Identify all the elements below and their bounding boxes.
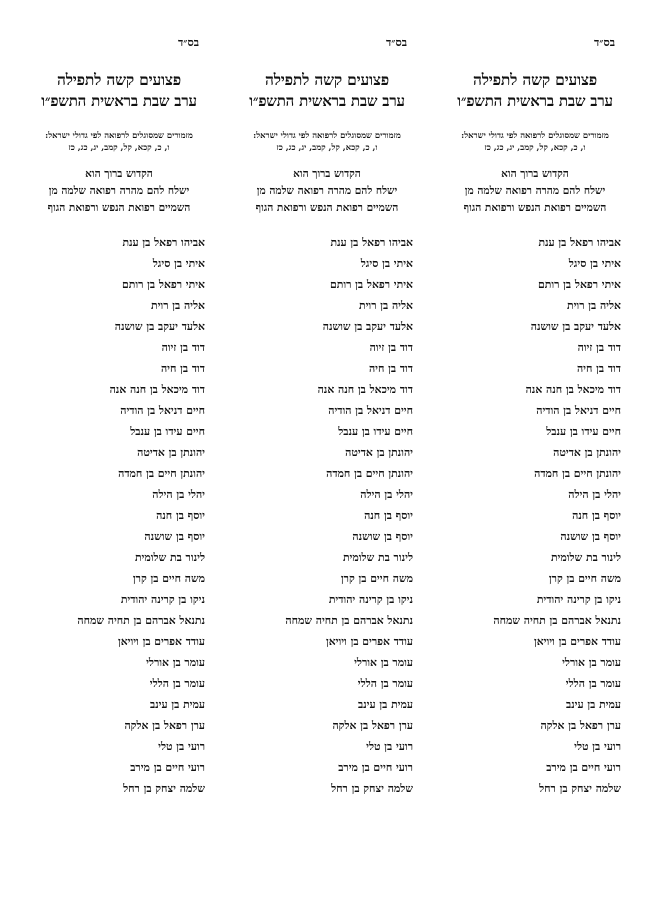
bsd-mark: בס״ד [593, 36, 615, 49]
list-item: עומר בן אורלי [562, 656, 621, 669]
list-item: ניקו בן קרינה יהודית [536, 593, 621, 606]
list-item: לינור בת שלומית [342, 551, 413, 564]
names-list [29, 232, 209, 799]
list-item: יוסף בן שושנה [144, 530, 205, 543]
psalms-list: ו, כ, קכא, קל, קמב, יג, כג, כז [68, 142, 170, 152]
list-item: יהונתן חיים בן חמדה [326, 467, 413, 480]
list-item: יהלי בן הילה [568, 488, 621, 501]
list-item: רועי חיים בן מירב [130, 761, 205, 774]
bsd-mark: בס״ד [385, 36, 407, 49]
list-item: נתנאל אברהם בן תחיה שמחה [493, 614, 621, 627]
list-item: עומר בן הללי [149, 677, 205, 690]
list-item: יוסף בן שושנה [560, 530, 621, 543]
psalms-intro: מזמורים שמסוגלים לרפואה לפי גדולי ישראל: [253, 130, 401, 140]
list-item: עודד אפרים בן ויויאן [325, 635, 413, 648]
page-title: פצועים קשה לתפילה [57, 70, 181, 89]
blessing-line-1: הקדוש ברוך הוא [501, 168, 569, 180]
blessing-line-1: הקדוש ברוך הוא [85, 168, 153, 180]
list-item: לינור בת שלומית [134, 551, 205, 564]
list-item: אליה בן רוית [359, 299, 413, 312]
list-item: חיים דניאל בן הודיה [328, 404, 413, 417]
blessing-line-1: הקדוש ברוך הוא [293, 168, 361, 180]
blessing-line-3: השמיים רפואת הנפש ורפואת הגוף [255, 202, 399, 214]
psalms-intro: מזמורים שמסוגלים לרפואה לפי גדולי ישראל: [461, 130, 609, 140]
page-title: פצועים קשה לתפילה [265, 70, 389, 89]
list-item: חיים דניאל בן הודיה [120, 404, 205, 417]
list-item: רועי בן טלי [158, 740, 205, 753]
list-item: עומר בן הללי [565, 677, 621, 690]
list-item: אליה בן רוית [567, 299, 621, 312]
bsd-mark: בס״ד [177, 36, 199, 49]
list-item: שלמה יצחק בן רחל [539, 782, 621, 795]
list-item: אביהו רפאל בן ענת [330, 236, 413, 249]
list-item: דוד מיכאל בן חנה אנה [525, 383, 621, 396]
list-item: איתי רפאל בן רותם [538, 278, 621, 291]
list-item: יהלי בן הילה [360, 488, 413, 501]
list-item: עודד אפרים בן ויויאן [117, 635, 205, 648]
list-item: משה חיים בן קרן [132, 572, 205, 585]
page-title: פצועים קשה לתפילה [473, 70, 597, 89]
list-item: ניקו בן קרינה יהודית [120, 593, 205, 606]
list-item: יוסף בן חנה [572, 509, 621, 522]
list-item: איתי בן סיגל [360, 257, 413, 270]
list-item: יהונתן בן אדיטה [553, 446, 621, 459]
list-item: דוד בן חיה [160, 362, 205, 375]
psalms-list: ו, כ, קכא, קל, קמב, יג, כג, כז [276, 142, 378, 152]
list-item: דוד בן זיוה [369, 341, 413, 354]
list-item: משה חיים בן קרן [340, 572, 413, 585]
list-item: עומר בן הללי [357, 677, 413, 690]
list-item: דוד בן חיה [368, 362, 413, 375]
list-item: דוד בן זיוה [161, 341, 205, 354]
list-item: שלמה יצחק בן רחל [123, 782, 205, 795]
list-item: אלעד יעקב בן שושנה [114, 320, 205, 333]
list-item: שלמה יצחק בן רחל [331, 782, 413, 795]
list-item: משה חיים בן קרן [548, 572, 621, 585]
list-item: יהלי בן הילה [152, 488, 205, 501]
list-item: עמית בן עינב [565, 698, 621, 711]
list-item: עמית בן עינב [357, 698, 413, 711]
list-item: יהונתן חיים בן חמדה [534, 467, 621, 480]
list-item: יוסף בן שושנה [352, 530, 413, 543]
list-item: איתי בן סיגל [152, 257, 205, 270]
list-item: יהונתן חיים בן חמדה [118, 467, 205, 480]
list-item: אביהו רפאל בן ענת [122, 236, 205, 249]
list-item: אלעד יעקב בן שושנה [322, 320, 413, 333]
list-item: איתי בן סיגל [568, 257, 621, 270]
page-subtitle: ערב שבת בראשית התשפ״ו [457, 92, 613, 110]
list-item: איתי רפאל בן רותם [122, 278, 205, 291]
list-item: דוד מיכאל בן חנה אנה [317, 383, 413, 396]
page-subtitle: ערב שבת בראשית התשפ״ו [249, 92, 405, 110]
page-subtitle: ערב שבת בראשית התשפ״ו [41, 92, 197, 110]
psalms-intro: מזמורים שמסוגלים לרפואה לפי גדולי ישראל: [45, 130, 193, 140]
list-item: אליה בן רוית [151, 299, 205, 312]
list-item: רועי בן טלי [574, 740, 621, 753]
blessing-line-2: ישלח להם מהרה רפואה שלמה מן [48, 185, 190, 197]
list-item: עודד אפרים בן ויויאן [533, 635, 621, 648]
list-item: רועי בן טלי [366, 740, 413, 753]
list-item: ערן רפאל בן אלקה [332, 719, 413, 732]
list-item: דוד מיכאל בן חנה אנה [109, 383, 205, 396]
list-item: אלעד יעקב בן שושנה [530, 320, 621, 333]
list-item: עומר בן אורלי [354, 656, 413, 669]
list-item: חיים דניאל בן הודיה [536, 404, 621, 417]
names-list [237, 232, 417, 799]
blessing-line-2: ישלח להם מהרה רפואה שלמה מן [464, 185, 606, 197]
psalms-list: ו, כ, קכא, קל, קמב, יג, כג, כז [484, 142, 586, 152]
list-item: נתנאל אברהם בן תחיה שמחה [285, 614, 413, 627]
list-item: ערן רפאל בן אלקה [540, 719, 621, 732]
list-item: לינור בת שלומית [550, 551, 621, 564]
list-item: נתנאל אברהם בן תחיה שמחה [77, 614, 205, 627]
list-item: דוד בן חיה [576, 362, 621, 375]
list-item: רועי חיים בן מירב [338, 761, 413, 774]
blessing-line-2: ישלח להם מהרה רפואה שלמה מן [256, 185, 398, 197]
list-item: רועי חיים בן מירב [546, 761, 621, 774]
list-item: יוסף בן חנה [364, 509, 413, 522]
list-item: חיים עידו בן ענבל [546, 425, 621, 438]
blessing-line-3: השמיים רפואת הנפש ורפואת הגוף [463, 202, 607, 214]
list-item: חיים עידו בן ענבל [338, 425, 413, 438]
list-item: יהונתן בן אדיטה [345, 446, 413, 459]
list-item: יהונתן בן אדיטה [137, 446, 205, 459]
blessing-line-3: השמיים רפואת הנפש ורפואת הגוף [47, 202, 191, 214]
list-item: ניקו בן קרינה יהודית [328, 593, 413, 606]
list-item: ערן רפאל בן אלקה [124, 719, 205, 732]
list-item: עומר בן אורלי [146, 656, 205, 669]
list-item: יוסף בן חנה [156, 509, 205, 522]
names-list [445, 232, 625, 799]
list-item: דוד בן זיוה [577, 341, 621, 354]
list-item: אביהו רפאל בן ענת [538, 236, 621, 249]
list-item: עמית בן עינב [149, 698, 205, 711]
list-item: חיים עידו בן ענבל [130, 425, 205, 438]
list-item: איתי רפאל בן רותם [330, 278, 413, 291]
